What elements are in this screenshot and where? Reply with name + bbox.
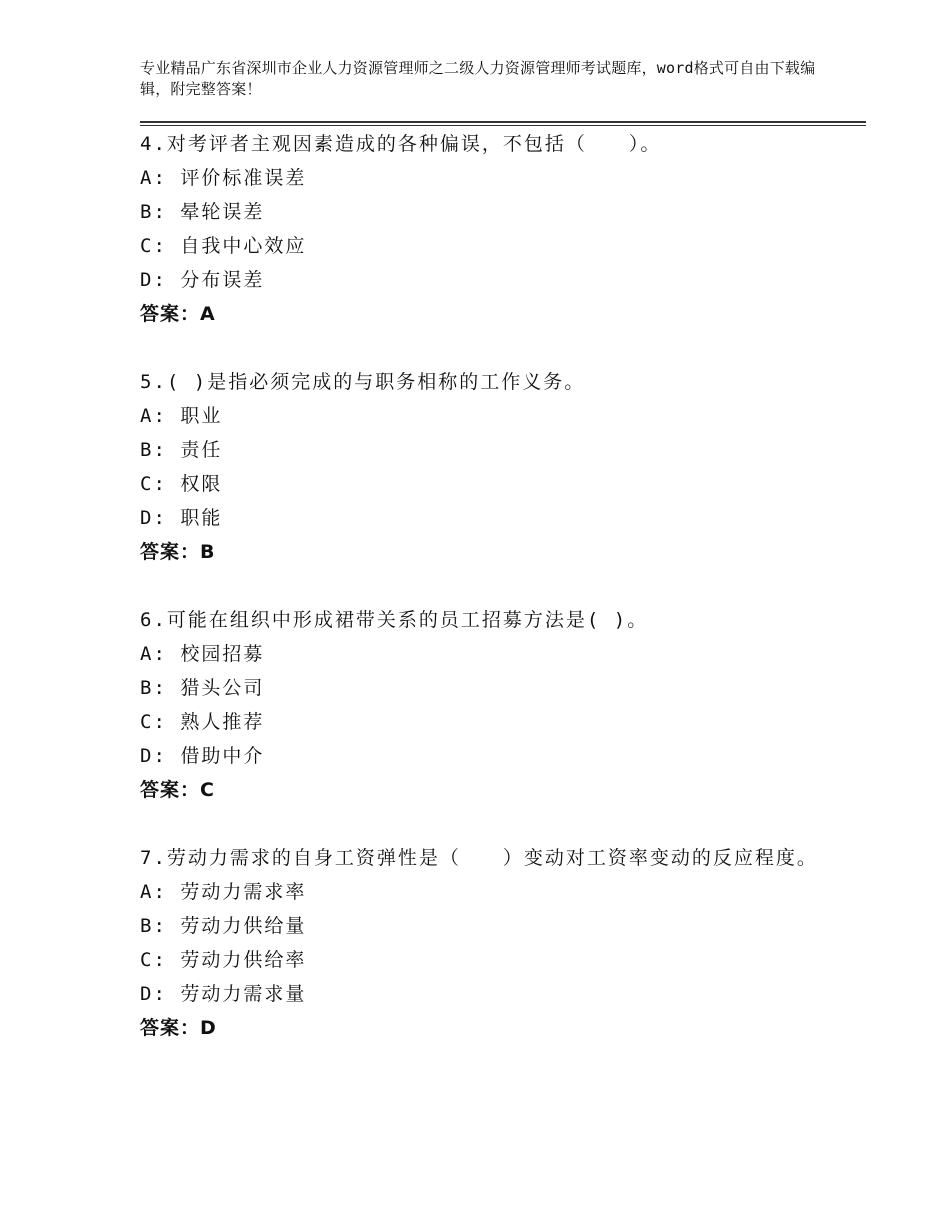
answer-label: 答案：C	[140, 779, 215, 801]
header-divider-thick	[140, 121, 866, 123]
answer-label: 答案：B	[140, 541, 216, 563]
question-list	[140, 127, 820, 1079]
answer-label: 答案：D	[140, 1017, 217, 1039]
option-b: B: 猎头公司	[140, 677, 265, 699]
option-a: A: 劳动力需求率	[140, 881, 307, 903]
option-d: D: 借助中介	[140, 745, 265, 767]
option-a: A: 职业	[140, 405, 223, 427]
question-stem: 6.可能在组织中形成裙带关系的员工招募方法是( )。	[140, 609, 649, 631]
answer-label: 答案：A	[140, 303, 216, 325]
option-c: C: 权限	[140, 473, 223, 495]
option-d: D: 职能	[140, 507, 223, 529]
question-stem: 4.对考评者主观因素造成的各种偏误，不包括（ ）。	[140, 133, 662, 155]
question-stem: 7.劳动力需求的自身工资弹性是（ ）变动对工资率变动的反应程度。	[140, 847, 818, 869]
option-c: C: 自我中心效应	[140, 235, 307, 257]
question-5	[140, 365, 820, 569]
question-7	[140, 841, 820, 1045]
option-a: A: 校园招募	[140, 643, 265, 665]
option-d: D: 分布误差	[140, 269, 265, 291]
question-4	[140, 127, 820, 331]
question-6	[140, 603, 820, 807]
option-b: B: 劳动力供给量	[140, 915, 307, 937]
header-divider-thin	[140, 125, 866, 126]
option-a: A: 评价标准误差	[140, 167, 307, 189]
question-stem: 5.( )是指必须完成的与职务相称的工作义务。	[140, 371, 586, 393]
option-d: D: 劳动力需求量	[140, 983, 307, 1005]
option-b: B: 责任	[140, 439, 223, 461]
option-c: C: 熟人推荐	[140, 711, 265, 733]
document-header: 专业精品广东省深圳市企业人力资源管理师之二级人力资源管理师考试题库，word格式可自由下载编辑，附完整答案！	[140, 59, 816, 98]
option-b: B: 晕轮误差	[140, 201, 265, 223]
option-c: C: 劳动力供给率	[140, 949, 307, 971]
